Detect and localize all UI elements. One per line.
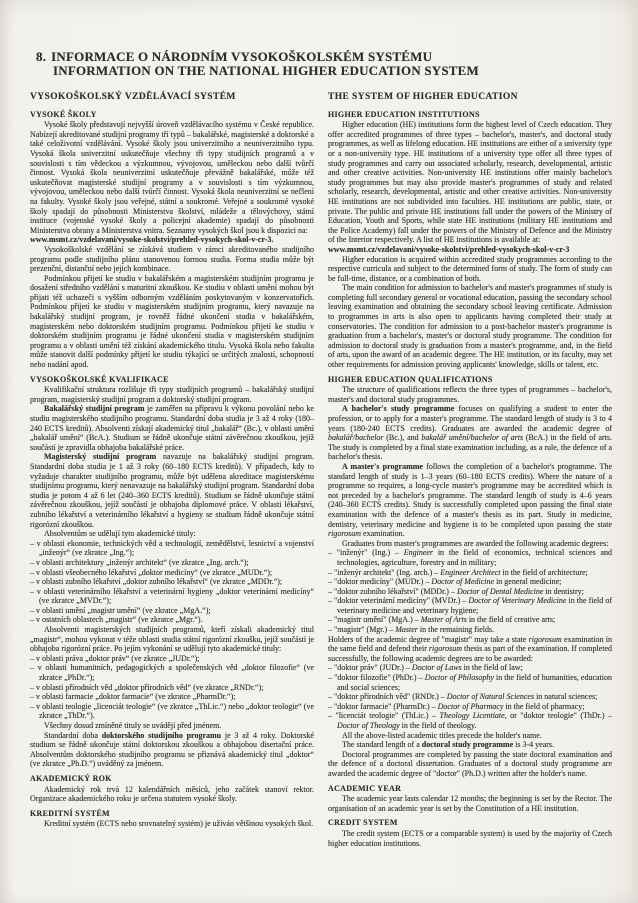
list-item: – "inženýr architekt" (Ing. arch.) – Engineer Architect in the field of architecture;	[328, 567, 588, 577]
paragraph: Higher education is acquired within accredited study programmes according to the respective curricula and subject to the determined form of study. The form of study can be full-time, distance, or a combination of both.	[328, 254, 612, 283]
paragraph: Higher education (HE) institutions form the highest level of Czech education. They offer accredited programmes of three types – bachelor's, master's, and doctoral study programmes, as well as lifelong education. HE institutions are either of a university type or a non-university type. HE institutions of a university type offer all three types of study programmes and carry out associated scholarly, research, developmental, artistic and other creative activities. Non-university HE institutions offer mainly bachelor's study programmes but may also provide master's programmes of study and related scholarly, research, developmental, artistic and other creative activities. Non-university HE institutions are not subdivided into faculties. HE institutions are public, state, or private. The public and private HE institutions fall under the powers of the Ministry of Education, Youth and Sports, while state HE institutions (military HE institutions and the Police Academy) fall under the powers of the Ministry of Defence and the Ministry of the Interior respectively. A list of HE institutions is available at:	[328, 120, 612, 245]
list-item: – v oblasti přírodních věd „doktor přírodních věd“ (ve zkratce „RNDr.“);	[30, 682, 264, 692]
paragraph: Podmínkou přijetí ke studiu v bakalářském a magisterském studijním programu je dosažení středního vzdělání s maturitní zkouškou. Ke studiu v oblasti umění mohou být přijati též uchazeči s vyšším odborným vzděláním poskytovaným v konzervatořích. Podmínkou přijetí ke studiu v magisterském studijním programu, který navazuje na bakalářský studijní program, je rovněž řádné ukončení studia v bakalářském, magisterském nebo doktorském studijním programu. Podmínkou přijetí ke studiu v doktorském studijním programu je řádné ukončení studia v magisterském studijním programu a v oblasti umění též získání akademického titulu. Vysoká škola nebo fakulta může stanovit další podmínky přijetí ke studiu týkající se určitých znalostí, schopností nebo nadání apod.	[30, 273, 314, 370]
list-item: – "doktor filozofie" (PhDr.) – Doctor of Philosophy in the field of humanities, education and social sciences;	[328, 673, 613, 692]
list-item: – v oblasti veterinárního lékařství a veterinární hygieny „doktor veterinární medicíny“ (ve zkratce „MVDr.“);	[30, 586, 314, 606]
title-text-english: INFORMATION ON THE NATIONAL HIGHER EDUCATION SYSTEM	[53, 63, 480, 78]
paragraph: A master's programme follows the completion of a bachelor's programme. The standard length of study is 1–3 years (60–180 ECTS credits). Where the nature of a programme so requires, a long-cycle master's programme may be accredited which is not preceded by a bachelor's programme. The standard length of study is 4–6 years (240–360 ECTS credits). Study is successfully completed upon passing the final state examination with the defence of a master's thesis as its part. Study in medicine, dentistry, veterinary medicine and hygiene is to be completed upon passing the state rigorosum examination.	[328, 461, 612, 539]
section-heading: VYSOKOŠKOLSKÝ VZDĚLÁVACÍ SYSTÉM	[30, 92, 236, 102]
title-number: 8.	[36, 49, 47, 64]
sub-heading: VYSOKOŠKOLSKÉ KVALIFIKACE	[30, 374, 169, 384]
paragraph: Vysokoškolské vzdělání se získává studiem v rámci akreditovaného studijního programu podle studijního plánu stanovenou formou studia. Forma studia může být prezenční, distanční nebo jejich kombinace.	[30, 244, 314, 274]
paragraph: Akademický rok trvá 12 kalendářních měsíců, jeho začátek stanoví rektor. Organizace akademického roku je určena statutem vysoké školy.	[30, 784, 314, 804]
list-item: – "doktor práv" (JUDr.) – Doctor of Laws in the field of law;	[328, 663, 523, 673]
document-title	[0, 0, 638, 78]
paragraph: The main condition for admission to bachelor's and master's programmes of study is completing full secondary general or vocational education, passing the secondary school leaving examination and obtaining the secondary school leaving certificate. Admission to programmes in arts is also open to applicants having completed their study at conservatories. The condition for admission to a post-bachelor master's programme is graduation from a bachelor's, master's or doctoral study programme. The condition for admission to doctoral study is graduation from a master's programme, and, in the field of arts, upon the award of an academic degree. The HE institution, or its faculty, may set other requirements for admission proving applicants' knowledge, skills or talent, etc.	[328, 283, 612, 370]
list-item: – v oblasti farmacie „doktor farmacie“ (ve zkratce „PharmDr.“);	[30, 692, 236, 702]
paragraph: Bakalářský studijní program je zaměřen na přípravu k výkonu povolání nebo ke studiu magisterského studijního programu. Standardní doba studia je 3 až 4 roky (180–240 ECTS kreditů). Absolventi získají akademický titul „bakalář“ (Bc.), v oblasti umění „bakalář umění“ (BcA.). Studium se řádně ukončuje státní závěrečnou zkouškou, jejíž součástí je zpravidla obhajoba bakalářské práce.	[30, 404, 314, 452]
list-item: – v oblasti práva „doktor práv“ (ve zkratce „JUDr.“);	[30, 653, 200, 663]
paragraph: Holders of the academic degree of "magistr" may take a state rigorosum examination in the same field and defend their rigorosum thesis as part of the examination. If completed successfully, the following academic degrees are to be awarded:	[328, 634, 613, 663]
paragraph: Absolventi magisterských studijních programů, kteří získali akademický titul „magistr“, mohou vykonat v téže oblasti studia státní rigorózní zkoušku, jejíž součástí je obhajoba rigorózní práce. Po jejím vykonání se udělují tyto akademické tituly:	[30, 625, 314, 654]
list-item: – v oblasti teologie „licenciát teologie“ (ve zkratce „ThLic.“) nebo „doktor teologie“ (ve zkratce „ThDr.“).	[30, 701, 314, 721]
sub-heading: HIGHER EDUCATION INSTITUTIONS	[328, 109, 480, 119]
title-text-czech: INFORMACE O NÁRODNÍM VYSOKOŠKOLSKÉM SYSTÉMU	[51, 49, 433, 64]
section-heading: THE SYSTEM OF HIGHER EDUCATION	[328, 92, 518, 102]
paragraph: Standardní doba doktorského studijního programu je 3 až 4 roky. Doktorské studium se řádně ukončuje státní doktorskou zkouškou a obhajobou disertační práce. Absolventům doktorského studijního programu se přiznává akademický titul „doktor“ (ve zkratce „Ph.D.“) uváděný za jménem.	[30, 730, 314, 769]
paragraph: The structure of qualifications reflects the three types of programmes – bachelor's, master's and doctoral study programmes.	[328, 385, 612, 404]
paragraph: Absolventům se udělují tyto akademické tituly:	[44, 529, 196, 539]
sub-heading: VYSOKÉ ŠKOLY	[30, 109, 97, 119]
right-column-english	[328, 93, 612, 848]
paragraph: The standard length of a doctoral study programme is 3-4 years.	[342, 740, 555, 750]
list-item: – "doktor medicíny" (MUDr.) – Doctor of Medicine in general medicine;	[328, 577, 562, 587]
left-column-czech	[30, 93, 314, 848]
title-line-czech	[36, 50, 608, 64]
sub-heading: HIGHER EDUCATION QUALIFICATIONS	[328, 374, 493, 384]
paragraph: www.msmt.cz/vzdelavani/vysoke-skolstvi/prehled-vysokych-skol-v-cr-3.	[30, 235, 274, 245]
list-item: – v oblasti humanitních, pedagogických a společenských věd „doktor filozofie“ (ve zkratce „PhDr.“);	[30, 663, 314, 683]
list-item: – "doktor veterinární medicíny" (MVDr.) – Doctor of Veterinary Medicine in the field of veterinary medicine and veterinary hygiene;	[328, 596, 612, 615]
title-line-english	[53, 64, 608, 78]
list-item: – "magistr umění" (MgA.) – Master of Arts in the field of creative arts;	[328, 615, 556, 625]
list-item: – "doktor přírodních věd" (RNDr.) – Doctor of Natural Sciences in natural sciences;	[328, 692, 598, 702]
paragraph: A bachelor's study programme focuses on qualifying a student to enter the profession, or to apply for a master's programme. The standard length of study is 3 to 4 years (180-240 ECTS credits). Graduates are awarded the academic degree of bakalář/bachelor (Bc.), and bakalář umění/bachelor of arts (BcA.) in the field of arts. The study is completed by a final state examination including, as a rule, the defence of a bachelor's thesis.	[328, 404, 612, 462]
paragraph: Magisterský studijní program navazuje na bakalářský studijní program. Standardní doba studia je 1 až 3 roky (60–180 ECTS kreditů). V případech, kdy to vyžaduje charakter studijního programu, může být udělena akreditace magisterskému studijnímu programu, který nenavazuje na bakalářský studijní program. Standardní doba studia je potom 4 až 6 let (240–360 ECTS kreditů). Studium se řádně ukončuje státní závěrečnou zkouškou, jejíž součástí je obhajoba diplomové práce. V oblasti lékařství, zubního lékařství a veterinárního lékařství a hygieny se studium řádně ukončuje státní rigorózní zkouškou.	[30, 452, 315, 529]
paragraph: Kreditní systém (ECTS nebo srovnatelný systém) je užíván většinou vysokých škol.	[44, 819, 314, 829]
list-item: – v oblasti architektury „inženýr architekt“ (ve zkratce „Ing. arch.“);	[30, 557, 249, 567]
list-item: – "magistr" (Mgr.) – Master in the remaining fields.	[328, 625, 495, 635]
list-item: – "inženýr" (Ing.) – Engineer in the field of economics, technical sciences and technologies, agriculture, forestry and in military;	[328, 548, 613, 567]
list-item: – v oblasti zubního lékařství „doktor zubního lékařství“ (ve zkratce „MDDr.“);	[30, 577, 283, 587]
sub-heading: CREDIT SYSTEM	[328, 818, 398, 828]
sub-heading: KREDITNÍ SYSTÉM	[30, 808, 110, 818]
list-item: – "licenciát teologie" (ThLic.) – Theology Licentiate, or "doktor teologie" (ThDr.) – Doctor of Theology in the field of theology.	[328, 711, 613, 730]
paragraph: The academic year lasts calendar 12 months; the beginning is set by the Rector. The organisation of an academic year is set by the Constitution of a HE institution.	[328, 794, 612, 813]
paragraph: Kvalifikační struktura rozlišuje tři typy studijních programů – bakalářský studijní program, magisterský studijní program a doktorský studijní program.	[30, 385, 314, 404]
list-item: – v ostatních oblastech „magistr“ (ve zkratce „Mgr.“).	[30, 615, 203, 625]
paragraph: Graduates from master's programmes are awarded the following academic degrees:	[342, 538, 609, 548]
two-column-layout	[0, 78, 638, 848]
list-item: – v oblasti všeobecného lékařství „doktor medicíny“ (ve zkratce „MUDr.“);	[30, 567, 273, 577]
paragraph: The credit system (ECTS or a comparable system) is used by the majority of Czech higher education institutions.	[328, 828, 612, 848]
paragraph: www.msmt.cz/vzdelavani/vysoke-skolstvi/prehled-vysokych-skol-v-cr-3	[328, 244, 570, 254]
list-item: – "doktor zubního lékařství" (MDDr.) – Doctor of Dental Medicine in dentistry;	[328, 586, 584, 596]
sub-heading: ACADEMIC YEAR	[328, 783, 402, 793]
paragraph: Doctoral programmes are completed by passing the state doctoral examination and the defence of a doctoral dissertation. Graduates of a doctoral study programme are awarded the academic degree of "doctor" (Ph.D.) written after the holder's name.	[328, 749, 612, 778]
paragraph: Vysoké školy představují nejvyšší úroveň vzdělávacího systému v České republice. Nabízejí akreditované studijní programy tří typů – bakalářské, magisterské a doktorské a také celoživotní vzdělávání. Vysoké školy jsou univerzitního a neuniverzitního typu. Vysoká škola univerzitní uskutečňuje všechny tři typy studijních programů a v souvislosti s tím vědeckou a výzkumnou, vývojovou, uměleckou nebo další tvůrčí činnost. Vysoká škola neuniverzitní uskutečňuje převážně bakalářské, může též uskutečňovat magisterské studijní programy a v souvislosti s tím výzkumnou, vývojovou, uměleckou nebo další tvůrčí činnost. Vysoká škola neuniverzitní se nečlení na fakulty. Vysoké školy jsou veřejné, státní a soukromé. Veřejné a soukromé vysoké školy spadají do působnosti Ministerstva školství, mládeže a tělovýchovy, státní instituce (vojenské vysoké školy a policejní akademie) spadají do působnosti Ministerstva obrany a Ministerstva vnitra. Seznamy vysokých škol jsou k dispozici na:	[30, 120, 314, 235]
sub-heading: AKADEMICKÝ ROK	[30, 773, 112, 783]
paragraph: Všechny dosud zmíněné tituly se uvádějí před jménem.	[44, 721, 222, 730]
list-item: – v oblasti ekonomie, technických věd a technologií, zemědělství, lesnictví a vojenství „inženýr“ (ve zkratce „Ing.“);	[30, 538, 314, 558]
paragraph: All the above-listed academic titles precede the holder's name.	[342, 730, 542, 740]
list-item: – v oblasti umění „magistr umění“ (ve zkratce „MgA.“);	[30, 605, 211, 615]
list-item: – "doktor farmacie" (PharmDr.) – Doctor of Pharmacy in the field of pharmacy;	[328, 701, 585, 711]
